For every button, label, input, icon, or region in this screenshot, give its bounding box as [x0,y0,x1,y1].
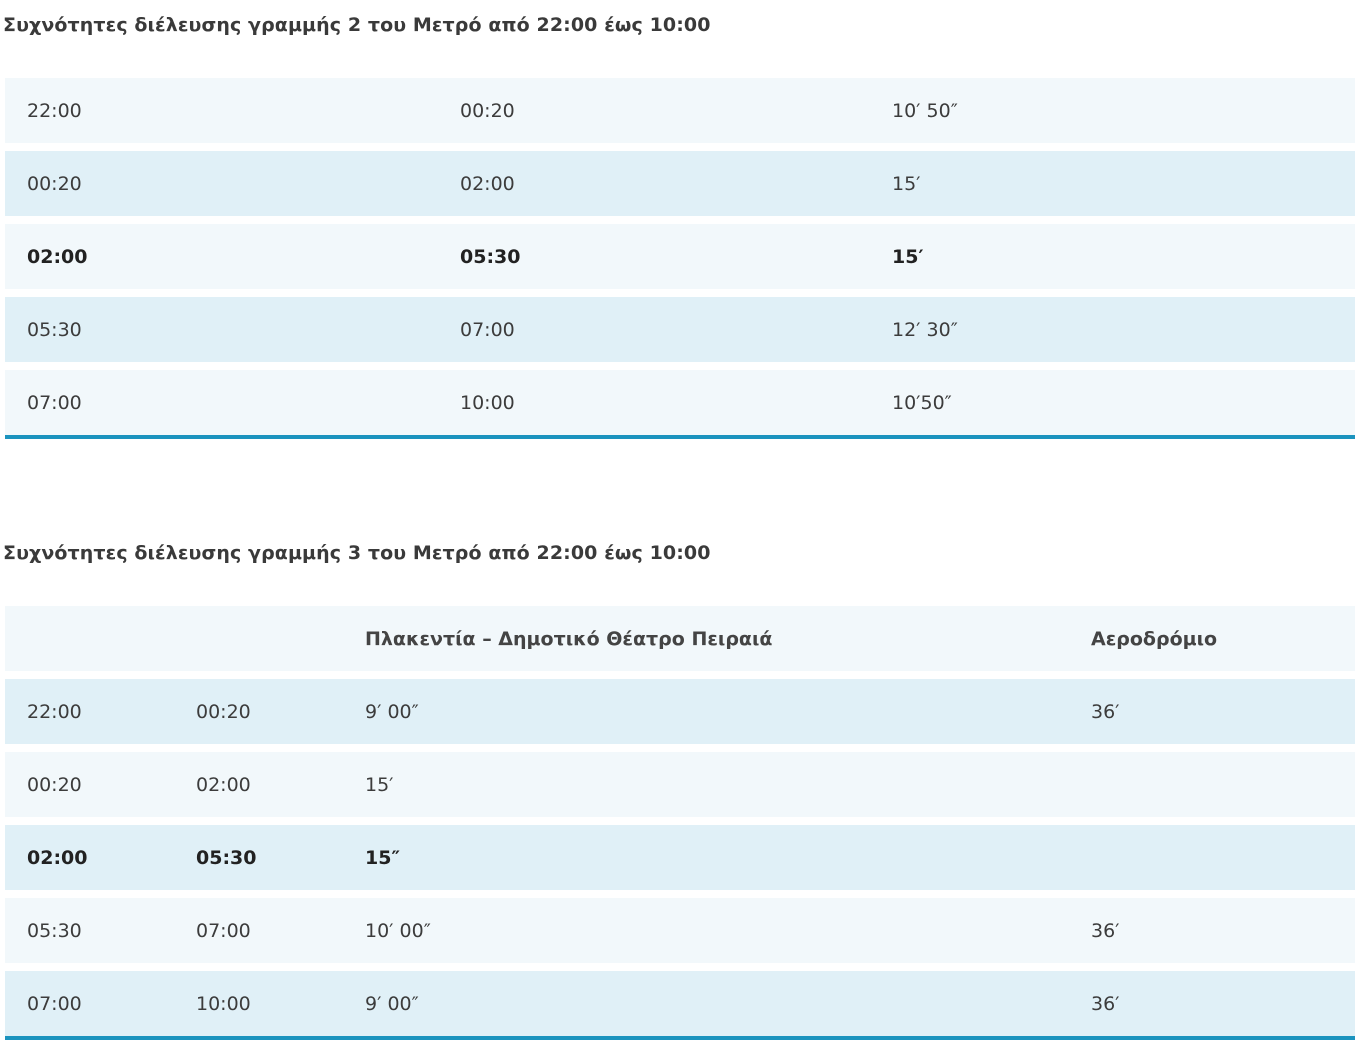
table-header-route-airport: Αεροδρόμιο [1069,606,1355,671]
table-cell-to: 07:00 [438,297,870,362]
table-cell-frequency-airport: 36′ [1069,971,1355,1040]
table-cell-to: 00:20 [438,78,870,143]
table-cell-from: 22:00 [5,679,174,744]
table-cell-from: 02:00 [5,224,438,289]
table-row [5,370,1355,439]
table-cell-frequency: 10′ 50″ [870,78,1355,143]
table-header-cell [174,606,343,671]
table-cell-to: 10:00 [438,370,870,439]
line2-frequency-table [5,70,1355,447]
table-header-cell [5,606,174,671]
table-cell-from: 22:00 [5,78,438,143]
table-cell-from: 05:30 [5,297,438,362]
table-cell-frequency: 15′ [870,224,1355,289]
table-cell-from: 02:00 [5,825,174,890]
table-row [5,971,1355,1040]
table-cell-from: 00:20 [5,151,438,216]
table-header-row [5,606,1355,671]
table-cell-frequency: 15′ [870,151,1355,216]
table-cell-from: 05:30 [5,898,174,963]
table-row-highlighted [5,224,1355,289]
table-cell-frequency-piraeus: 15″ [343,825,1069,890]
table-row-highlighted [5,825,1355,890]
table-cell-frequency-airport [1069,752,1355,817]
table-cell-frequency-piraeus: 10′ 00″ [343,898,1069,963]
table-cell-to: 05:30 [174,825,343,890]
table-cell-from: 00:20 [5,752,174,817]
table-cell-frequency: 10′50″ [870,370,1355,439]
table-cell-frequency-piraeus: 9′ 00″ [343,971,1069,1040]
table-cell-from: 07:00 [5,971,174,1040]
table-cell-frequency-airport [1069,825,1355,890]
table-cell-frequency-piraeus: 9′ 00″ [343,679,1069,744]
table-cell-from: 07:00 [5,370,438,439]
table-cell-to: 07:00 [174,898,343,963]
table-cell-to: 10:00 [174,971,343,1040]
table-cell-frequency-airport: 36′ [1069,679,1355,744]
table-row [5,151,1355,216]
table-cell-to: 05:30 [438,224,870,289]
table-row [5,78,1355,143]
line2-title: Συχνότητες διέλευσης γραμμής 2 του Μετρό από 22:00 έως 10:00 [3,14,711,36]
table-row [5,752,1355,817]
table-row [5,898,1355,963]
table-cell-to: 00:20 [174,679,343,744]
table-cell-frequency-airport: 36′ [1069,898,1355,963]
table-cell-frequency: 12′ 30″ [870,297,1355,362]
table-cell-to: 02:00 [174,752,343,817]
table-cell-to: 02:00 [438,151,870,216]
table-header-route-piraeus: Πλακεντία – Δημοτικό Θέατρο Πειραιά [343,606,1069,671]
line3-title: Συχνότητες διέλευσης γραμμής 3 του Μετρό από 22:00 έως 10:00 [3,542,711,564]
table-row [5,679,1355,744]
table-cell-frequency-piraeus: 15′ [343,752,1069,817]
line3-frequency-table [5,598,1355,1048]
table-row [5,297,1355,362]
